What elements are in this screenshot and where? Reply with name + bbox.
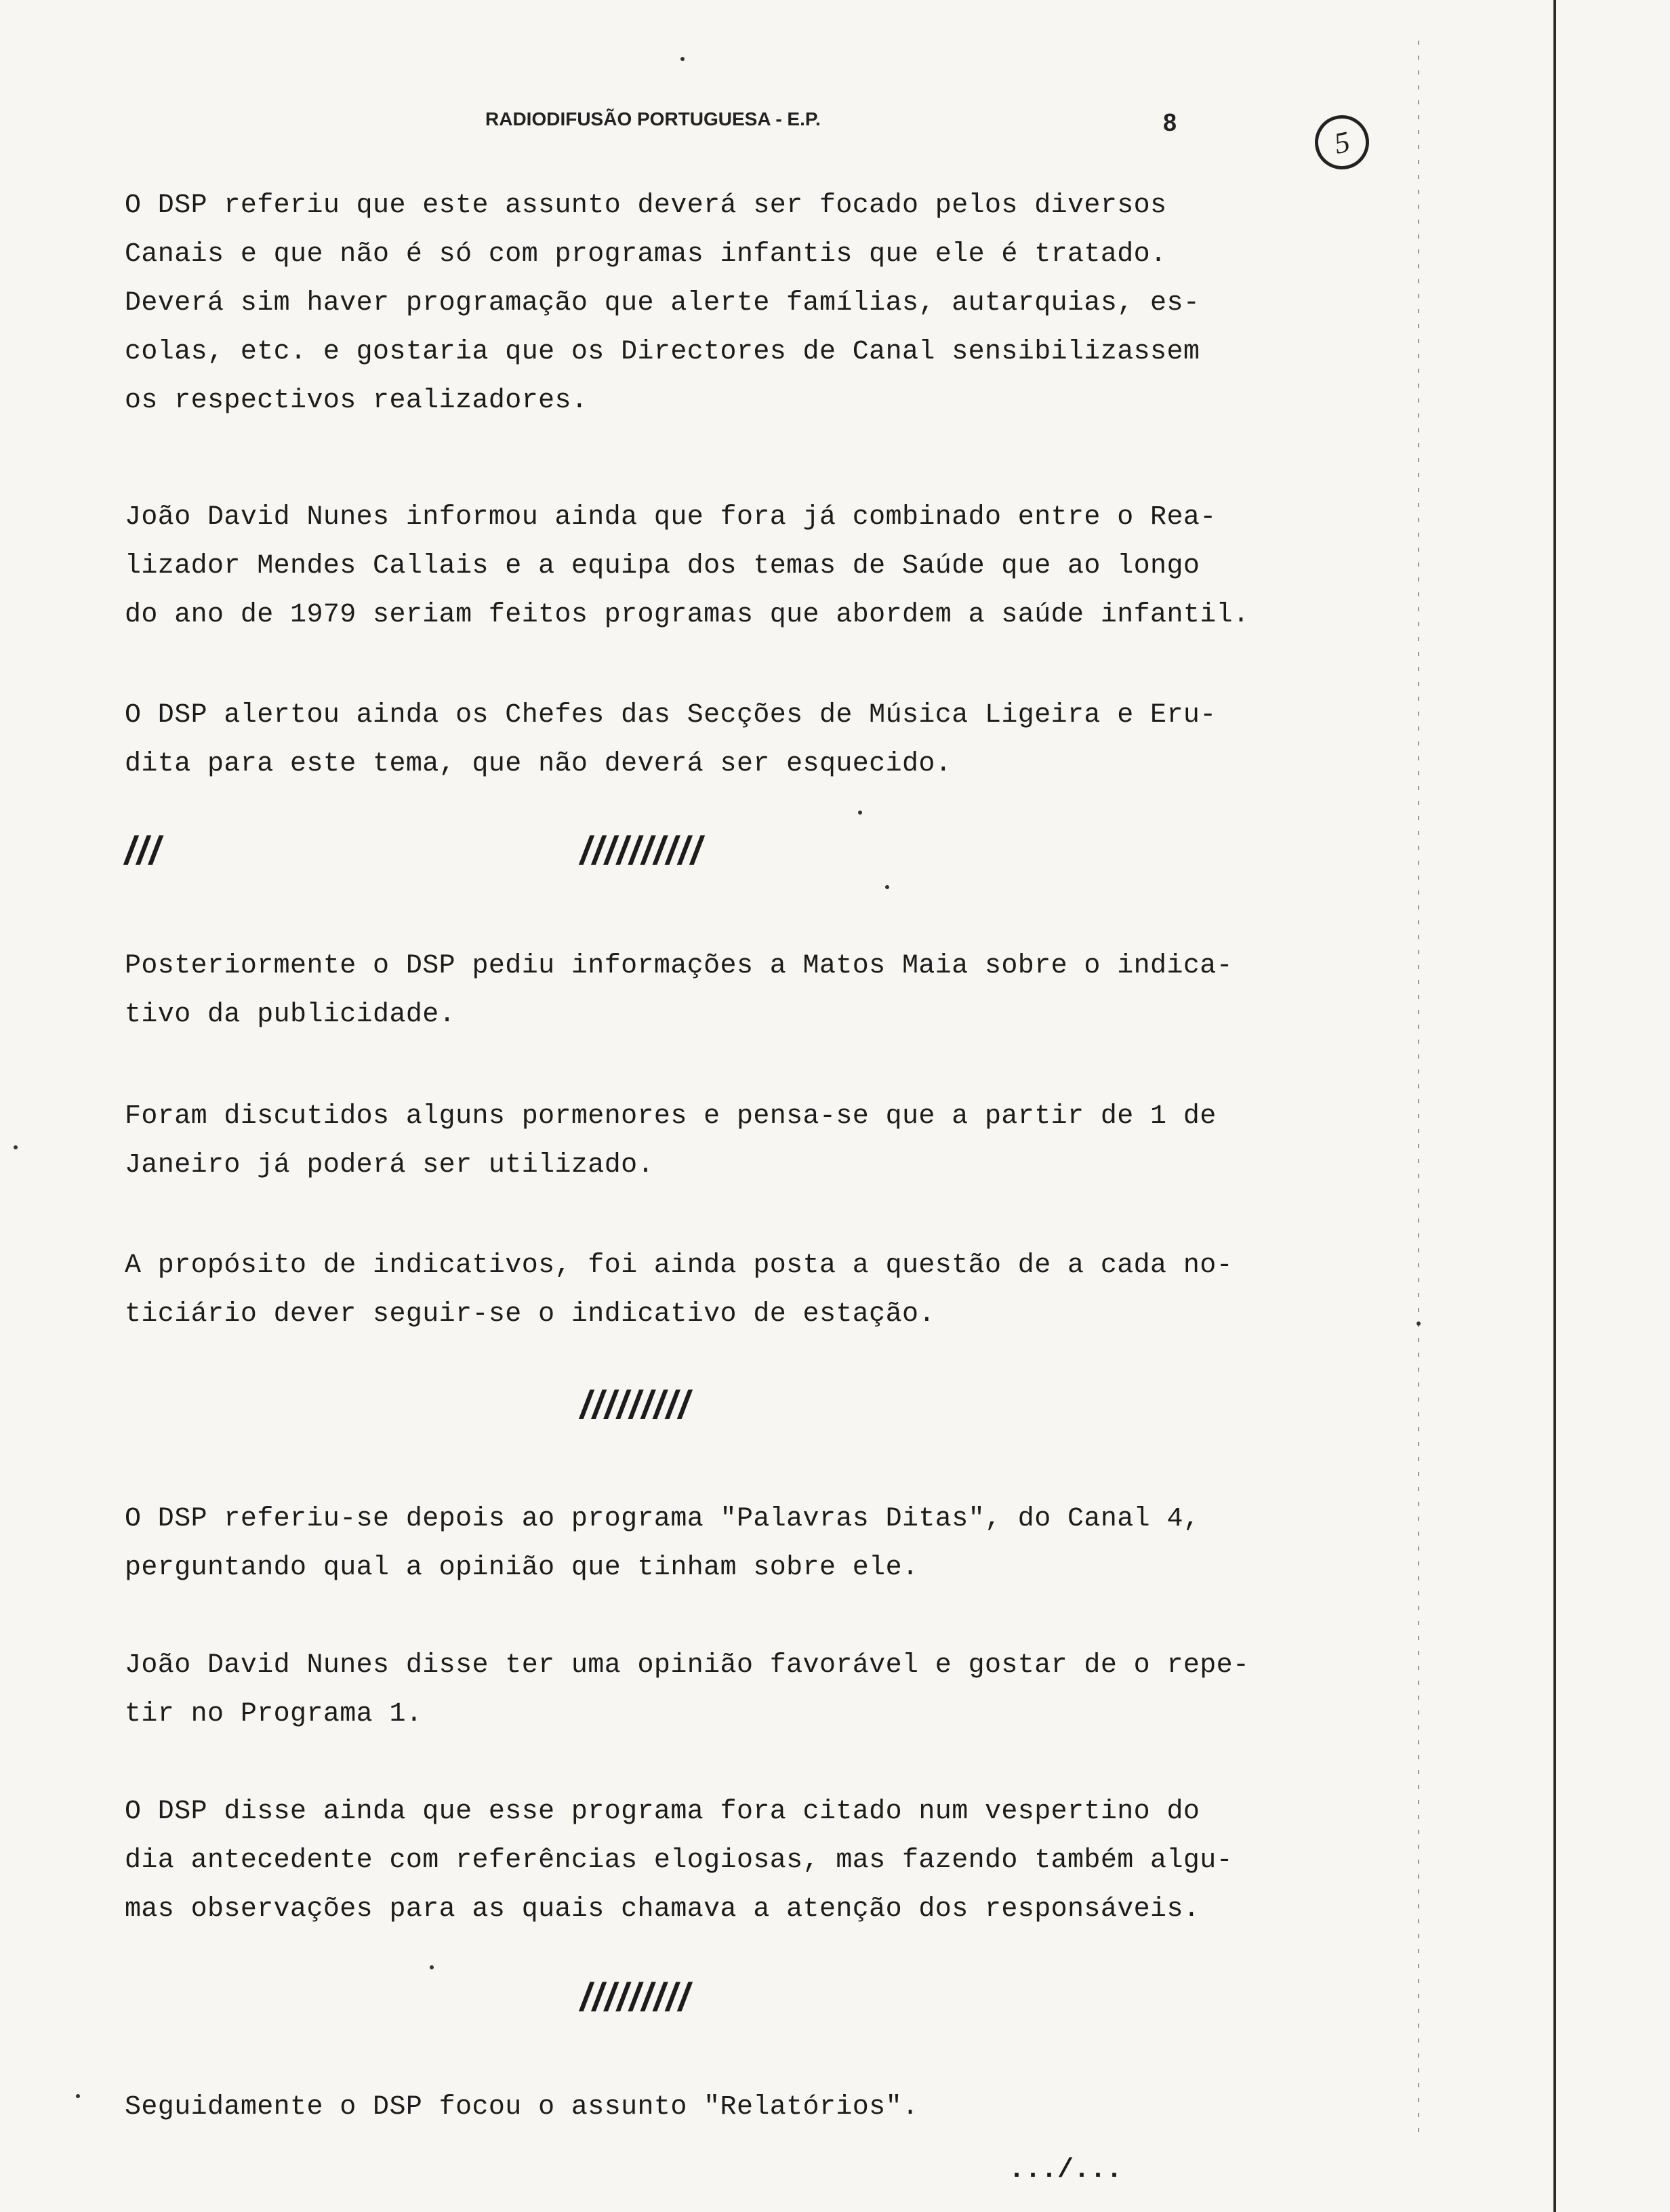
separator-short: /// <box>125 829 162 873</box>
paragraph-7: O DSP referiu-se depois ao programa "Palavras Ditas", do Canal 4, perguntando qual a opinião que tinham sobre ele. <box>125 1504 1200 1583</box>
separator-long-1: ////////// <box>580 829 704 873</box>
scan-speck <box>1417 1322 1421 1326</box>
scan-speck <box>680 57 685 61</box>
separator-long-2: ///////// <box>580 1383 691 1427</box>
margin-rule-faint <box>1418 41 1419 2142</box>
scan-speck <box>858 811 862 815</box>
paragraph-9: O DSP disse ainda que esse programa fora citado num vespertino do dia antecedente com referências elogiosas, mas fazendo também algu- mas observações para as quais chamava a atenção dos responsáveis. <box>125 1797 1234 1925</box>
circled-page-stamp <box>1310 110 1374 175</box>
paragraph-8: João David Nunes disse ter uma opinião favorável e gostar de o repe- tir no Programa 1. <box>125 1650 1250 1729</box>
paragraph-4: Posteriormente o DSP pediu informações a Matos Maia sobre o indica- tivo da publicidade. <box>125 951 1234 1030</box>
paragraph-3: O DSP alertou ainda os Chefes das Secções de Música Ligeira e Eru- dita para este tema, que não deverá ser esquecido. <box>125 700 1217 779</box>
scan-speck <box>430 1965 434 1969</box>
letterhead: RADIODIFUSÃO PORTUGUESA - E.P. <box>485 108 821 129</box>
page-number: 8 <box>1163 108 1177 136</box>
scan-speck <box>76 2094 80 2098</box>
paragraph-2: João David Nunes informou ainda que fora já combinado entre o Rea- lizador Mendes Callais e a equipa dos temas de Saúde que ao longo do ano de 1979 seriam feitos programas que abordem a saúde infantil. <box>125 502 1250 630</box>
scan-speck <box>885 885 889 889</box>
scan-speck <box>14 1145 18 1149</box>
paragraph-5: Foram discutidos alguns pormenores e pensa-se que a partir de 1 de Janeiro já poderá ser utilizado. <box>125 1101 1217 1181</box>
paragraph-6: A propósito de indicativos, foi ainda posta a questão de a cada no- ticiário dever seguir-se o indicativo de estação. <box>125 1250 1234 1330</box>
paragraph-1: O DSP referiu que este assunto deverá ser focado pelos diversos Canais e que não é só com programas infantis que ele é tratado. Deverá sim haver programação que alerte famílias, autarquias, es- colas, etc. e gostaria que os Directores de Canal sensibilizassem os respectivos realizadores. <box>125 190 1200 416</box>
stamp-number: 5 <box>1331 124 1353 161</box>
margin-rule <box>1553 0 1556 2212</box>
paragraph-10: Seguidamente o DSP focou o assunto "Relatórios". <box>125 2092 919 2123</box>
continuation-mark: .../... <box>1009 2155 1123 2186</box>
separator-long-3: ///////// <box>580 1975 691 2020</box>
